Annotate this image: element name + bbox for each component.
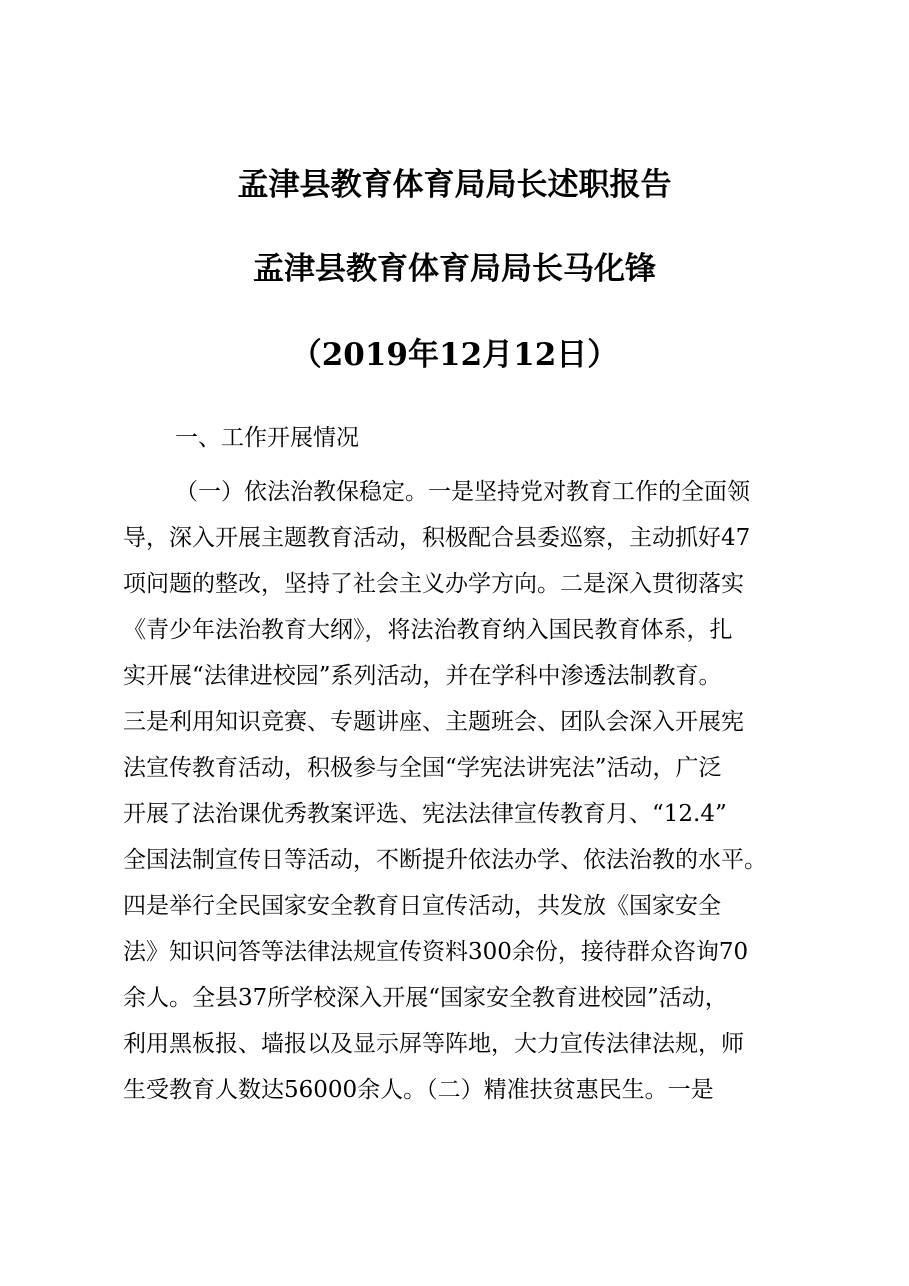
body-line: 导，深入开展主题教育活动，积极配合县委巡察，主动抓好47	[123, 525, 751, 551]
body-line: 利用黑板报、墙报以及显示屏等阵地，大力宣传法律法规，师	[123, 1031, 744, 1057]
body-line: （一）依法治教保稳定。一是坚持党对教育工作的全面领	[175, 479, 750, 505]
report-title: 孟津县教育体育局局长述职报告	[237, 167, 672, 203]
body-line: 实开展“法律进校园”系列活动，并在学科中渗透法制教育。	[123, 663, 722, 689]
body-line: 法》知识问答等法律法规宣传资料300余份，接待群众咨询70	[123, 939, 749, 965]
body-line: 全国法制宣传日等活动，不断提升依法办学、依法治教的水平。	[123, 847, 767, 873]
body-line: 余人。全县37所学校深入开展“国家安全教育进校园”活动，	[123, 985, 728, 1011]
section-heading: 一、工作开展情况	[175, 425, 359, 451]
body-line: 三是利用知识竞赛、专题讲座、主题班会、团队会深入开展宪	[123, 709, 744, 735]
body-line: 开展了法治课优秀教案评选、宪法法律宣传教育月、“12.4”	[123, 801, 727, 827]
body-paragraph	[123, 469, 803, 1113]
body-line: 《青少年法治教育大纲》，将法治教育纳入国民教育体系，扎	[123, 617, 733, 643]
body-line: 项问题的整改，坚持了社会主义办学方向。二是深入贯彻落实	[123, 571, 744, 597]
body-line: 生受教育人数达56000余人。（二）精准扶贫惠民生。一是	[123, 1077, 714, 1103]
report-date: （2019年12月12日）	[290, 337, 619, 373]
body-line: 四是举行全民国家安全教育日宣传活动，共发放《国家安全	[123, 893, 721, 919]
report-author: 孟津县教育体育局局长马化锋	[253, 251, 656, 287]
body-line: 法宣传教育活动，积极参与全国“学宪法讲宪法”活动，广泛	[123, 755, 722, 781]
